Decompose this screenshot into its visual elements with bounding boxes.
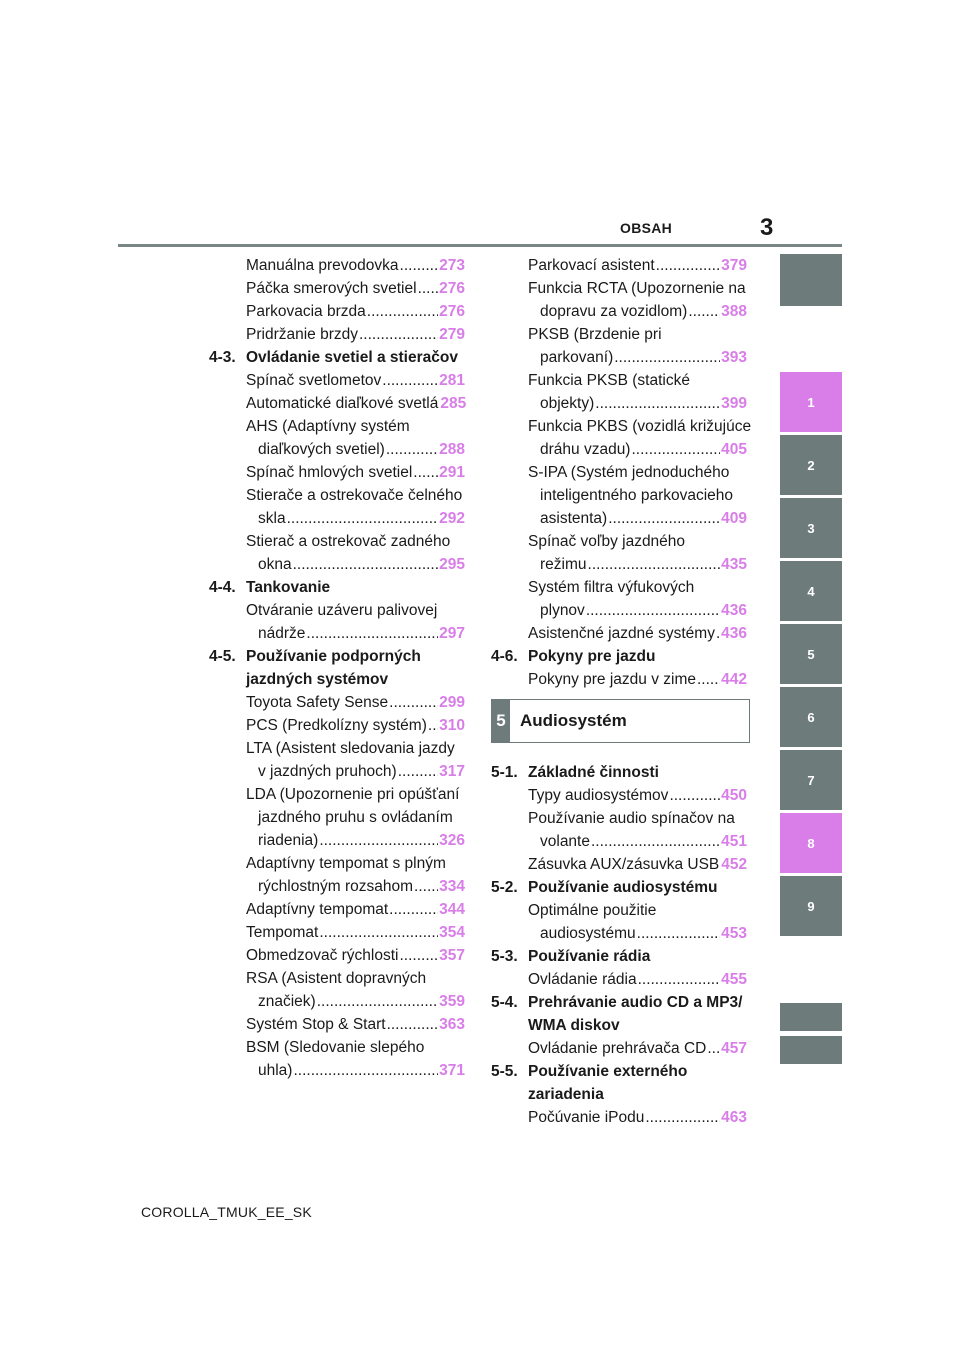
toc-entry[interactable]: [491, 784, 747, 807]
page-link[interactable]: 451: [721, 833, 747, 850]
toc-entry[interactable]: [491, 1106, 747, 1129]
toc-entry-label: Asistenčné jazdné systémy: [528, 625, 715, 642]
toc-entry-label: Spínač hmlových svetiel: [246, 464, 413, 481]
dot-leader: [669, 784, 720, 807]
toc-entry-row: [528, 438, 747, 461]
toc-entry-row: [246, 507, 465, 530]
toc-section-heading: [209, 645, 465, 691]
toc-entry-row: [528, 1037, 747, 1060]
page-link[interactable]: 457: [721, 1040, 747, 1057]
dot-leader: [588, 553, 721, 576]
section-title-line: Prehrávanie audio CD a MP3/: [528, 994, 743, 1011]
toc-entry-line: inteligentného parkovacieho: [540, 487, 734, 504]
toc-entry-row: [246, 300, 465, 323]
toc-entry-label: Pokyny pre jazdu v zime: [528, 671, 696, 688]
toc-entry-row: [528, 968, 747, 991]
page-link[interactable]: 371: [439, 1062, 465, 1079]
page-link[interactable]: 453: [721, 925, 747, 942]
toc-entry-label: objekty): [540, 395, 595, 412]
page-link[interactable]: 442: [721, 671, 747, 688]
toc-entry-line: Používanie audio spínačov na: [528, 810, 735, 827]
page-link[interactable]: 285: [440, 395, 467, 412]
toc-entry[interactable]: [209, 277, 465, 300]
toc-entry-label: Páčka smerových svetiel: [246, 280, 417, 297]
page-link[interactable]: 279: [439, 326, 465, 343]
page-link[interactable]: 359: [439, 993, 465, 1010]
chapter-tab-3[interactable]: 3: [780, 498, 842, 558]
chapter-heading-box: [491, 699, 750, 743]
toc-entry[interactable]: [491, 415, 752, 461]
dot-leader: [400, 254, 439, 277]
toc-entry-label: riadenia): [258, 832, 319, 849]
dot-leader: [586, 599, 720, 622]
toc-entry-label: značiek): [258, 993, 316, 1010]
dot-leader: [317, 990, 438, 1013]
toc-entry-row: [246, 553, 465, 576]
toc-entry-label: Ovládanie rádia: [528, 971, 637, 988]
page-link[interactable]: 295: [439, 556, 465, 573]
toc-entry[interactable]: [491, 461, 747, 530]
toc-entry-row: [246, 438, 465, 461]
chapter-tab-5[interactable]: 5: [780, 624, 842, 684]
toc-entry-line: Spínač voľby jazdného: [528, 533, 686, 550]
toc-entry[interactable]: [491, 277, 747, 323]
section-title: [528, 876, 718, 899]
footer-doc-id: COROLLA_TMUK_EE_SK: [141, 1204, 312, 1220]
toc-right-column: [491, 254, 752, 1129]
dot-leader: [595, 392, 720, 415]
toc-entry[interactable]: [209, 392, 465, 415]
toc-entry[interactable]: [491, 1037, 747, 1060]
toc-entry-label: Typy audiosystémov: [528, 787, 669, 804]
toc-entry-line: Adaptívny tempomat s plným: [246, 855, 446, 872]
toc-entry-row: [246, 392, 465, 415]
toc-section-heading: [491, 945, 747, 968]
section-title-line: Ovládanie svetiel a stieračov: [246, 349, 458, 366]
page-link[interactable]: 435: [721, 556, 747, 573]
page-link[interactable]: 399: [721, 395, 747, 412]
toc-entry-label: v jazdných pruhoch): [258, 763, 397, 780]
toc-entry[interactable]: [209, 691, 465, 714]
section-title: [246, 645, 421, 691]
toc-section-heading: [491, 761, 747, 784]
dot-leader: [386, 438, 438, 461]
page-link[interactable]: 463: [721, 1109, 747, 1126]
chapter-tab-2[interactable]: 2: [780, 435, 842, 495]
chapter-title: Audiosystém: [520, 711, 627, 730]
header-title: OBSAH: [620, 220, 673, 236]
toc-entry-label: Manuálna prevodovka: [246, 257, 399, 274]
toc-entry-line: LTA (Asistent sledovania jazdy: [246, 740, 455, 757]
section-code: 4-4.: [209, 579, 236, 596]
toc-entry-row: [528, 622, 747, 645]
toc-entry-row: [528, 1106, 747, 1129]
page-link[interactable]: 452: [721, 856, 748, 873]
toc-entry-label: PCS (Predkolízny systém): [246, 717, 427, 734]
dot-leader: [389, 898, 438, 921]
page-link[interactable]: 405: [721, 441, 747, 458]
toc-entry-row: [246, 714, 465, 737]
chapter-tab-7[interactable]: 7: [780, 750, 842, 810]
toc-entry-label: Počúvanie iPodu: [528, 1109, 645, 1126]
toc-entry-label: diaľkových svetiel): [258, 441, 385, 458]
section-title-line: Základné činnosti: [528, 764, 659, 781]
toc-entry[interactable]: [209, 300, 465, 323]
toc-entry[interactable]: [491, 853, 747, 876]
section-code: 5-1.: [491, 764, 518, 781]
dot-leader: [688, 300, 720, 323]
toc-entry-label: audiosystému: [540, 925, 636, 942]
toc-entry-row: [528, 553, 747, 576]
toc-section-heading: [491, 991, 747, 1037]
toc-entry-line: AHS (Adaptívny systém: [246, 418, 410, 435]
toc-entry-label: Parkovacia brzda: [246, 303, 366, 320]
section-title: [528, 761, 659, 784]
toc-entry-row: [246, 622, 465, 645]
section-code: 4-3.: [209, 349, 236, 366]
toc-entry-line: S-IPA (Systém jednoduchého: [528, 464, 730, 481]
toc-entry[interactable]: [491, 323, 747, 369]
toc-entry-label: Pridržanie brzdy: [246, 326, 358, 343]
toc-entry[interactable]: [209, 714, 465, 737]
toc-section-heading: [209, 346, 465, 369]
section-code: 5-5.: [491, 1063, 518, 1080]
toc-entry-line: jazdného pruhu s ovládaním: [258, 809, 453, 826]
chapter-tab-6[interactable]: 6: [780, 687, 842, 747]
dot-leader: [697, 668, 720, 691]
toc-entry-label: Ovládanie prehrávača CD: [528, 1040, 707, 1057]
toc-entry[interactable]: [209, 415, 465, 461]
toc-entry-label: plynov: [540, 602, 585, 619]
toc-entry-row: [246, 691, 465, 714]
dot-leader: [656, 254, 720, 277]
toc-entry[interactable]: [491, 369, 747, 415]
toc-entry-row: [246, 990, 465, 1013]
page-link[interactable]: 281: [439, 372, 465, 389]
dot-leader: [428, 714, 438, 737]
dot-leader: [399, 944, 438, 967]
header-rule: [118, 244, 842, 247]
dot-leader: [287, 507, 439, 530]
dot-leader: [293, 553, 439, 576]
toc-entry[interactable]: [209, 323, 465, 346]
toc-entry[interactable]: [209, 1036, 465, 1082]
section-code: 4-5.: [209, 648, 236, 665]
toc-entry[interactable]: [209, 599, 465, 645]
toc-entry-line: LDA (Upozornenie pri opúšťaní: [246, 786, 460, 803]
toc-entry-label: nádrže: [258, 625, 306, 642]
page-link[interactable]: 292: [439, 510, 465, 527]
section-title-line: Používanie externého: [528, 1063, 688, 1080]
dot-leader: [398, 760, 438, 783]
page-link[interactable]: 344: [439, 901, 465, 918]
toc-entry-label: režimu: [540, 556, 587, 573]
toc-entry[interactable]: [491, 254, 747, 277]
toc-section-heading: [209, 576, 465, 599]
chapter-tab-blank[interactable]: [780, 254, 842, 306]
toc-entry[interactable]: [491, 530, 747, 576]
toc-entry-row: [246, 944, 465, 967]
page-link[interactable]: 354: [439, 924, 465, 941]
dot-leader: [359, 323, 438, 346]
page-link[interactable]: 326: [439, 832, 465, 849]
toc-entry[interactable]: [209, 898, 465, 921]
toc-entry-row: [528, 507, 747, 530]
section-title-line: Používanie podporných: [246, 648, 421, 665]
dot-leader: [608, 507, 720, 530]
dot-leader: [614, 346, 720, 369]
section-title: [528, 991, 743, 1037]
page-link[interactable]: 299: [439, 694, 465, 711]
toc-entry[interactable]: [491, 668, 747, 691]
dot-leader: [319, 829, 438, 852]
toc-entry-row: [246, 898, 465, 921]
toc-entry-row: [528, 853, 747, 876]
toc-entry-row: [528, 784, 747, 807]
toc-entry[interactable]: [491, 576, 747, 622]
dot-leader: [319, 921, 438, 944]
page-link[interactable]: 379: [721, 257, 747, 274]
toc-entry-row: [528, 830, 747, 853]
page-link[interactable]: 409: [721, 510, 747, 527]
chapter-tab-9[interactable]: 9: [780, 876, 842, 936]
page-link[interactable]: 273: [439, 257, 465, 274]
toc-entry-row: [246, 323, 465, 346]
page-link[interactable]: 450: [721, 787, 747, 804]
toc-entry-label: Systém Stop & Start: [246, 1016, 386, 1033]
toc-entry-label: Adaptívny tempomat: [246, 901, 389, 918]
page-link[interactable]: 357: [439, 947, 465, 964]
toc-entry-label: asistenta): [540, 510, 608, 527]
toc-entry-row: [246, 461, 465, 484]
dot-leader: [414, 875, 438, 898]
section-code: 4-6.: [491, 648, 518, 665]
dot-leader: [306, 622, 438, 645]
toc-entry[interactable]: [209, 1013, 465, 1036]
toc-entry-label: dráhu vzadu): [540, 441, 631, 458]
page-number: 3: [760, 214, 774, 241]
section-title: [528, 645, 655, 668]
page-link[interactable]: 455: [721, 971, 747, 988]
section-title: [528, 945, 650, 968]
toc-entry-row: [246, 875, 465, 898]
chapter-tab-8[interactable]: 8: [780, 813, 842, 873]
toc-entry[interactable]: [209, 783, 465, 852]
toc-entry-row: [528, 254, 747, 277]
toc-entry[interactable]: [209, 369, 465, 392]
toc-entry-label: Toyota Safety Sense: [246, 694, 389, 711]
toc-entry-label: rýchlostným rozsahom: [258, 878, 414, 895]
section-title-line: zariadenia: [528, 1086, 604, 1103]
toc-entry[interactable]: [209, 967, 465, 1013]
chapter-tab-blank[interactable]: [780, 1003, 842, 1031]
dot-leader: [367, 300, 438, 323]
page-link[interactable]: 388: [721, 303, 747, 320]
dot-leader: [637, 922, 720, 945]
toc-entry-line: Stierače a ostrekovače čelného: [246, 487, 463, 504]
toc-entry-row: [246, 369, 465, 392]
toc-entry[interactable]: [209, 461, 465, 484]
toc-entry-row: [528, 300, 747, 323]
toc-entry-line: PKSB (Brzdenie pri: [528, 326, 662, 343]
section-title: [528, 1060, 687, 1106]
toc-entry[interactable]: [209, 737, 465, 783]
dot-leader: [293, 1059, 438, 1082]
toc-entry-row: [528, 346, 747, 369]
section-title-line: WMA diskov: [528, 1017, 620, 1034]
toc-entry-row: [246, 277, 465, 300]
page-link[interactable]: 334: [439, 878, 465, 895]
toc-entry-line: Optimálne použitie: [528, 902, 657, 919]
section-title-line: Používanie rádia: [528, 948, 651, 965]
toc-entry[interactable]: [209, 484, 465, 530]
toc-entry-row: [246, 254, 465, 277]
dot-leader: [707, 1037, 720, 1060]
toc-entry[interactable]: [491, 899, 747, 945]
chapter-tab-blank[interactable]: [780, 1036, 842, 1064]
toc-entry-label: dopravu za vozidlom): [540, 303, 688, 320]
toc-entry[interactable]: [491, 622, 747, 645]
toc-entry-row: [528, 922, 747, 945]
section-title-line: Používanie audiosystému: [528, 879, 718, 896]
toc-entry-line: Otváranie uzáveru palivovej: [246, 602, 438, 619]
page-link[interactable]: 436: [721, 602, 747, 619]
page-link[interactable]: 436: [721, 625, 747, 642]
toc-entry-label: okna: [258, 556, 292, 573]
toc-entry-row: [246, 829, 465, 852]
toc-entry[interactable]: [209, 852, 465, 898]
page-link[interactable]: 276: [439, 280, 465, 297]
toc-entry-row: [246, 921, 465, 944]
toc-entry[interactable]: [491, 807, 747, 853]
dot-leader: [631, 438, 720, 461]
section-title-line: jazdných systémov: [246, 671, 389, 688]
section-title-line: Tankovanie: [246, 579, 331, 596]
dot-leader: [638, 968, 721, 991]
dot-leader: [413, 461, 438, 484]
toc-entry-label: Zásuvka AUX/zásuvka USB: [528, 856, 720, 873]
page-link[interactable]: 276: [439, 303, 465, 320]
toc-entry-label: uhla): [258, 1062, 293, 1079]
toc-entry-line: Stierač a ostrekovač zadného: [246, 533, 451, 550]
chapter-tab-1[interactable]: 1: [780, 372, 842, 432]
dot-leader: [389, 691, 438, 714]
toc-entry-row: [528, 392, 747, 415]
section-title: [246, 346, 458, 369]
toc-entry-label: Spínač svetlometov: [246, 372, 382, 389]
toc-entry-label: Tempomat: [246, 924, 319, 941]
page-link[interactable]: 291: [439, 464, 465, 481]
toc-entry[interactable]: [491, 968, 747, 991]
section-code: 5-3.: [491, 948, 518, 965]
dot-leader: [591, 830, 720, 853]
chapter-number: 5: [492, 700, 510, 742]
page-link[interactable]: 363: [439, 1016, 465, 1033]
toc-entry[interactable]: [209, 254, 465, 277]
toc-entry-label: skla: [258, 510, 286, 527]
toc-section-heading: [491, 876, 747, 899]
page-link[interactable]: 317: [439, 763, 465, 780]
toc-entry-row: [246, 760, 465, 783]
toc-entry[interactable]: [209, 944, 465, 967]
toc-entry[interactable]: [209, 530, 465, 576]
section-title-line: Pokyny pre jazdu: [528, 648, 656, 665]
toc-entry[interactable]: [209, 921, 465, 944]
page-link[interactable]: 297: [439, 625, 465, 642]
toc-entry-line: Funkcia PKBS (vozidlá križujúce: [528, 418, 752, 435]
toc-left-column: [209, 254, 465, 1082]
toc-entry-line: Funkcia PKSB (statické: [528, 372, 690, 389]
toc-entry-label: parkovaní): [540, 349, 614, 366]
section-title: [246, 576, 330, 599]
section-code: 5-2.: [491, 879, 518, 896]
section-code: 5-4.: [491, 994, 518, 1011]
toc-section-heading: [491, 1060, 747, 1106]
toc-entry-line: RSA (Asistent dopravných: [246, 970, 427, 987]
dot-leader: [716, 622, 720, 645]
toc-entry-label: volante: [540, 833, 590, 850]
toc-section-heading: [491, 645, 747, 668]
page-link[interactable]: 310: [439, 717, 465, 734]
dot-leader: [418, 277, 439, 300]
toc-entry-label: Automatické diaľkové svetlá: [246, 395, 439, 412]
chapter-tab-4[interactable]: 4: [780, 561, 842, 621]
dot-leader: [387, 1013, 439, 1036]
toc-entry-label: Parkovací asistent: [528, 257, 655, 274]
page-link[interactable]: 288: [439, 441, 465, 458]
page-link[interactable]: 393: [721, 349, 747, 366]
toc-entry-row: [528, 668, 747, 691]
toc-entry-row: [528, 599, 747, 622]
toc-entry-line: BSM (Sledovanie slepého: [246, 1039, 425, 1056]
toc-entry-line: Funkcia RCTA (Upozornenie na: [528, 280, 746, 297]
toc-entry-row: [246, 1013, 465, 1036]
toc-entry-label: Obmedzovač rýchlosti: [246, 947, 399, 964]
toc-entry-row: [246, 1059, 465, 1082]
dot-leader: [382, 369, 438, 392]
toc-entry-line: Systém filtra výfukových: [528, 579, 695, 596]
dot-leader: [645, 1106, 720, 1129]
